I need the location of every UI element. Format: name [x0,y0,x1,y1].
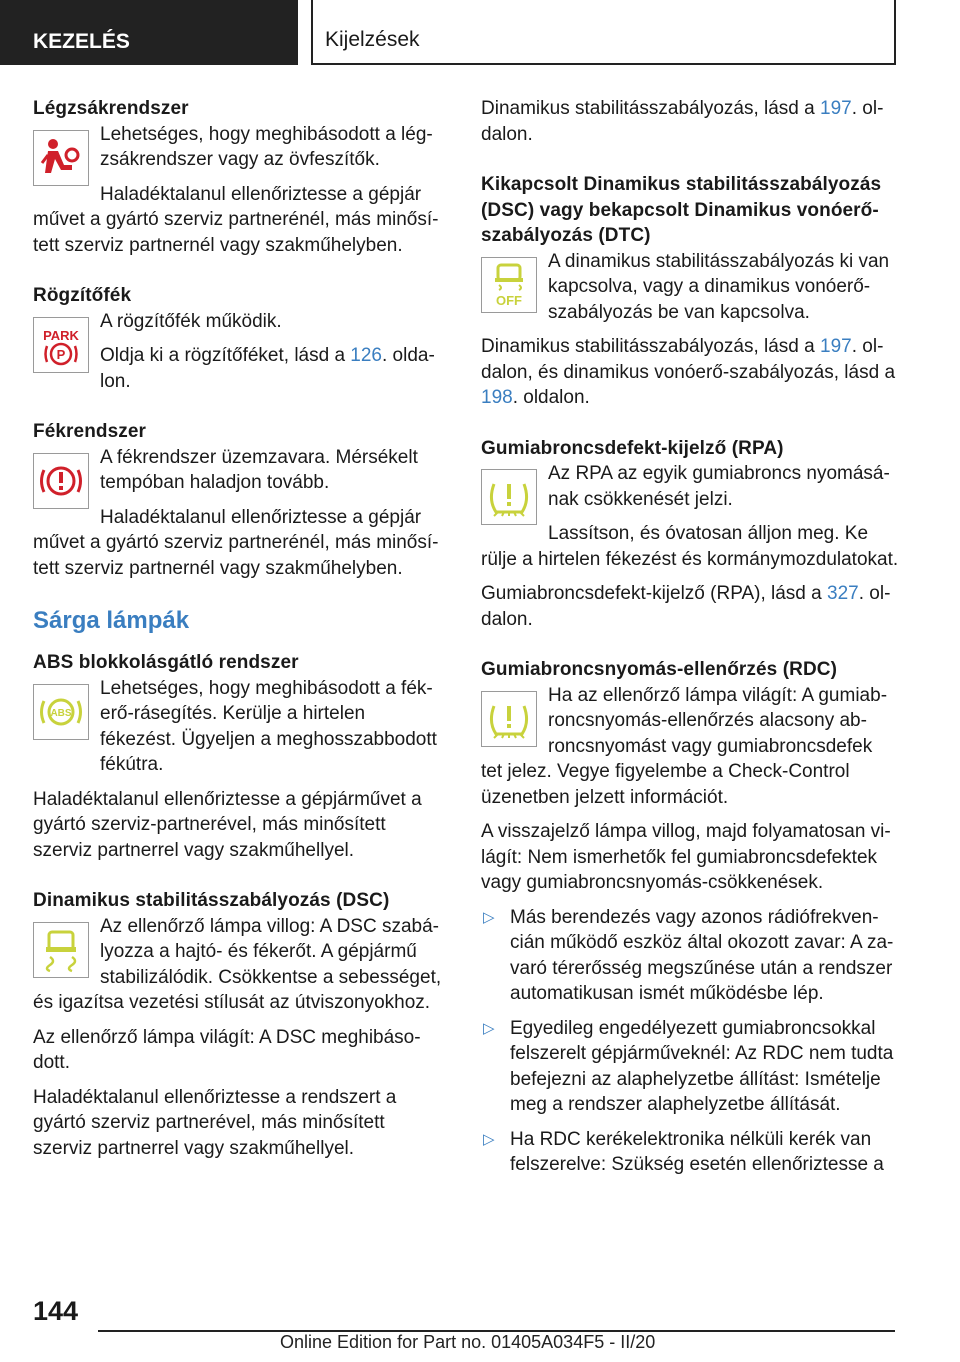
dsc-row [33,914,446,991]
list-item-text: Egyedileg engedélyezett gumiabroncsokkal felszerelt gépjárműveknél: Az RDC nem tudta befejezni az alaphelyzetbe állítást: Ismételje meg a rendszer alaphelyzetbe állítását. [510,1017,894,1115]
svg-text:P: P [56,346,66,362]
parking-text-1: A rögzítőfék működik. [100,310,282,332]
yellow-lamps-section [33,606,446,636]
rpa-ref-post: . oldalon. [481,583,891,630]
dsc-text-2: Az ellenőrző lámpa világít: A DSC meghibásodott. [33,1026,421,1073]
abs-icon [33,684,89,740]
brake-text-1: A fékrendszer üzemzavara. Mérsékelt tempóban haladjon tovább. [100,446,418,493]
parking-section [33,283,446,394]
rpa-row [481,461,899,547]
airbag-text-1: Lehetséges, hogy meghibásodott a légzsákrendszer vagy az övfeszítők. [100,123,433,170]
dsc-off-icon [481,257,537,313]
tire-pressure-icon [481,469,537,525]
section-tab [311,0,896,65]
dsc-ref-post: . oldalon. [481,98,884,145]
parking-ref-pre: Oldja ki a rögzítőféket, lásd a [100,345,351,366]
rpa-text-1: Az RPA az egyik gumiabroncs nyomásának csökkenését jelzi. [548,463,890,510]
dsc-off-ref-pre: Dinamikus stabilitásszabályozás, lásd a [481,336,820,357]
airbag-row [33,122,446,208]
dsc-off-page-link-1[interactable]: 197 [820,336,852,357]
page-number: 144 [33,1296,79,1326]
triangle-bullet-icon: ▷ [483,1019,495,1037]
rdc-text-1b: tet jelez. Vegye figyelembe a Check-Control üzenetben jelzett információt. [481,761,850,808]
dsc-off-text-2 [481,334,899,411]
dsc-ref-section [481,96,899,147]
chapter-title: KEZELÉS [33,30,130,53]
triangle-bullet-icon: ▷ [483,908,495,926]
brake-warning-icon [33,453,89,509]
section-title: Kijelzések [325,28,420,51]
left-column [33,96,446,1186]
tire-pressure-icon [481,691,537,747]
brake-title: Fékrendszer [33,421,147,442]
brake-row [33,445,446,531]
dsc-off-row [481,249,899,326]
airbag-text-2a: Haladéktalanul ellenőriztesse a gépjár [100,183,422,205]
dsc-section [33,888,446,1161]
abs-text-1: Lehetséges, hogy meghibásodott a fékerő-rásegítés. Kerülje a hirtelen fékezést. Ügyeljen a meghosszabbodott fékútra. [100,677,437,775]
rpa-text-2a: Lassítson, és óvatosan álljon meg. Ke [548,523,869,544]
airbag-title: Légzsákrendszer [33,98,189,119]
dsc-off-section [481,172,899,411]
airbag-section [33,96,446,258]
rpa-section [481,436,899,633]
list-item [481,1127,899,1178]
dsc-off-title: Kikapcsolt Dinamikus stabilitásszabályozás (DSC) vagy bekapcsolt Dinamikus vonóerőszabályozás (DTC) [481,174,882,246]
rdc-section [481,657,899,1178]
rpa-page-link[interactable]: 327 [827,583,859,604]
brake-text-2a: Haladéktalanul ellenőriztesse a gépjár [100,506,422,528]
rdc-text-1a: Ha az ellenőrző lámpa világít: A gumiabroncsnyomás-ellenőrzés alacsony abroncsnyomást vagy gumiabroncsdefek [548,684,888,757]
abs-section [33,650,446,863]
parking-title: Rögzítőfék [33,285,132,306]
dsc-off-text-1: A dinamikus stabilitásszabályozás ki van kapcsolva, vagy a dinamikus vonóerőszabályozás be van kapcsolva. [548,250,890,323]
list-item-text: Más berendezés vagy azonos rádiófrekvencián működő eszköz által okozott zavar: A zavaró térerősség megszűnése után a rendszer automatikusan ismét működésbe lép. [510,906,894,1004]
right-column [481,96,899,1203]
rpa-text-3 [481,581,899,632]
parking-ref-post: . oldalon. [100,345,435,392]
abs-row [33,676,446,778]
rdc-text-2: A visszajelző lámpa villog, majd folyamatosan világít: Nem ismerhetők fel gumiabroncsdefektek vagy gumiabroncsnyomás-csökkenések. [481,821,891,893]
airbag-warning-icon [33,130,89,186]
dsc-text-1b: és igazítsa vezetési stílusát az útviszonyokhoz. [33,992,431,1013]
abs-text-2: Haladéktalanul ellenőriztesse a gépjárművet a gyártó szerviz-partnerével, más minősített szerviz partnerrel vagy szakműhellyel. [33,788,422,861]
parking-brake-icon [33,317,89,373]
airbag-text-2b: művet a gyártó szerviz partnerénél, más minősített szerviz partnernél vagy szakműhelyben. [33,209,439,256]
triangle-bullet-icon: ▷ [483,1130,495,1148]
yellow-lamps-heading: Sárga lámpák [33,607,190,634]
dsc-off-ref-mid: . oldalon, és dinamikus vonóerő-szabályozás, lásd a [481,336,896,383]
dsc-off-page-link-2[interactable]: 198 [481,387,513,408]
dsc-title: Dinamikus stabilitásszabályozás (DSC) [33,890,390,911]
chapter-tab [0,0,298,65]
rdc-bullet-list [481,905,899,1178]
edition-text: Online Edition for Part no. 01405A034F5 - II/20 [280,1332,656,1352]
dsc-ref-pre: Dinamikus stabilitásszabályozás, lásd a [481,98,820,119]
rpa-title: Gumiabroncsdefekt-kijelző (RPA) [481,437,784,459]
svg-text:PARK: PARK [43,327,79,343]
svg-text:OFF: OFF [496,292,522,308]
parking-row [33,309,446,395]
dsc-off-ref-post: . oldalon. [512,387,590,408]
brake-section [33,419,446,581]
abs-title: ABS blokkolásgátló rendszer [33,652,299,673]
list-item [481,905,899,1007]
dsc-ref [481,96,899,147]
rdc-row [481,683,899,760]
parking-text-2 [100,343,446,394]
rpa-ref-pre: Gumiabroncsdefekt-kijelző (RPA), lásd a [481,583,827,604]
dsc-page-link[interactable]: 197 [820,98,852,119]
list-item-text: Ha RDC kerékelektronika nélküli kerék van felszerelve: Szükség esetén ellenőriztesse a [510,1128,884,1175]
rpa-text-2b: rülje a hirtelen fékezést és kormánymozdulatokat. [481,548,899,570]
brake-text-2b: művet a gyártó szerviz partnerénél, más minősített szerviz partnernél vagy szakműhelyben. [33,532,439,579]
dsc-skid-icon [33,922,89,978]
svg-text:ABS: ABS [50,707,72,719]
dsc-text-1a: Az ellenőrző lámpa villog: A DSC szabályozza a hajtó- és fékerőt. A gépjármű stabilizálódik. Csökkentse a sebességet, [100,915,442,988]
list-item [481,1016,899,1118]
rdc-title: Gumiabroncsnyomás-ellenőrzés (RDC) [481,659,838,680]
parking-page-link[interactable]: 126 [350,345,382,366]
dsc-text-3: Haladéktalanul ellenőriztesse a rendszert a gyártó szerviz partnerével, más minősített szerviz partnerrel vagy szakműhellyel. [33,1086,397,1159]
